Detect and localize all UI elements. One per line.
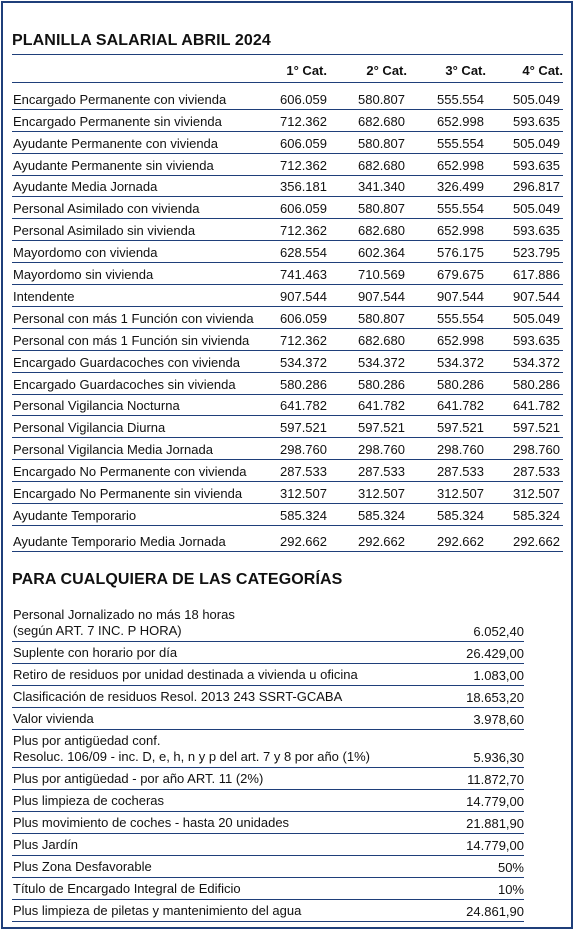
- cell-cat3: 597.521: [437, 420, 484, 436]
- item-value: 24.861,90: [466, 904, 524, 919]
- item-value: 50%: [497, 860, 524, 875]
- cell-cat3: 287.533: [437, 464, 484, 480]
- item-label-line1: Plus Zona Desfavorable: [13, 859, 152, 874]
- cell-cat1: 287.533: [280, 464, 327, 480]
- row-label: Personal con más 1 Función sin vivienda: [13, 332, 250, 348]
- cell-cat2: 682.680: [358, 332, 405, 348]
- cell-cat2: 534.372: [358, 354, 405, 370]
- cell-cat2: 580.286: [358, 376, 405, 392]
- item-value: 18.653,20: [466, 690, 524, 705]
- cell-cat2: 298.760: [358, 442, 405, 458]
- table-row: [12, 482, 563, 504]
- item-label-line1: Plus por antigüedad - por año ART. 11 (2%): [13, 771, 264, 786]
- table-row: [12, 241, 563, 263]
- row-label: Ayudante Permanente sin vivienda: [13, 157, 214, 173]
- cell-cat1: 712.362: [280, 332, 327, 348]
- cell-cat3: 641.782: [437, 398, 484, 414]
- list-item: [12, 790, 524, 812]
- cell-cat4: 312.507: [513, 486, 560, 502]
- cell-cat4: 505.049: [513, 135, 560, 151]
- item-label-line2: (según ART. 7 INC. P HORA): [13, 623, 182, 638]
- cell-cat4: 593.635: [513, 157, 560, 173]
- row-label: Encargado No Permanente con vivienda: [13, 464, 247, 480]
- cell-cat4: 523.795: [513, 245, 560, 261]
- table-row: [12, 460, 563, 482]
- cell-cat2: 585.324: [358, 507, 405, 523]
- cell-cat4: 505.049: [513, 310, 560, 326]
- list-item: [12, 900, 524, 922]
- row-label: Mayordomo sin vivienda: [13, 267, 154, 283]
- table-row: [12, 504, 563, 526]
- cell-cat4: 580.286: [513, 376, 560, 392]
- item-label: [13, 711, 94, 727]
- cell-cat4: 505.049: [513, 91, 560, 107]
- cell-cat4: 907.544: [513, 288, 560, 304]
- cell-cat2: 580.807: [358, 201, 405, 217]
- row-label: Personal Vigilancia Nocturna: [13, 398, 180, 414]
- cell-cat3: 585.324: [437, 507, 484, 523]
- item-label: [13, 881, 241, 897]
- cell-cat1: 741.463: [280, 267, 327, 283]
- row-label: Ayudante Media Jornada: [13, 179, 158, 195]
- item-label: [13, 859, 152, 875]
- cell-cat3: 555.554: [437, 310, 484, 326]
- item-value: 26.429,00: [466, 646, 524, 661]
- cell-cat1: 606.059: [280, 91, 327, 107]
- item-label-line1: Título de Encargado Integral de Edificio: [13, 881, 241, 896]
- cell-cat2: 682.680: [358, 157, 405, 173]
- item-value: 3.978,60: [473, 712, 524, 727]
- section-title: PARA CUALQUIERA DE LAS CATEGORÍAS: [12, 571, 343, 588]
- row-label: Intendente: [13, 288, 75, 304]
- cell-cat3: 312.507: [437, 486, 484, 502]
- table-row: [12, 526, 563, 552]
- table-row: [12, 198, 563, 220]
- cell-cat4: 296.817: [513, 179, 560, 195]
- list-item: [12, 604, 524, 642]
- item-label: [13, 733, 370, 765]
- item-label: [13, 645, 177, 661]
- table-row: [12, 329, 563, 351]
- cell-cat3: 326.499: [437, 179, 484, 195]
- column-header-cat3: 3° Cat.: [445, 63, 486, 78]
- cell-cat4: 593.635: [513, 223, 560, 239]
- item-label-line1: Personal Jornalizado no más 18 horas: [13, 607, 235, 622]
- table-row: [12, 219, 563, 241]
- item-value: 10%: [497, 882, 524, 897]
- cell-cat2: 682.680: [358, 113, 405, 129]
- list-item: [12, 856, 524, 878]
- cell-cat3: 580.286: [437, 376, 484, 392]
- cell-cat4: 287.533: [513, 464, 560, 480]
- header-rule: [12, 82, 563, 83]
- list-item: [12, 730, 524, 768]
- table-row: [12, 176, 563, 198]
- cell-cat3: 298.760: [437, 442, 484, 458]
- cell-cat3: 555.554: [437, 201, 484, 217]
- row-label: Ayudante Permanente con vivienda: [13, 135, 219, 151]
- row-label: Encargado Guardacoches sin vivienda: [13, 376, 236, 392]
- cell-cat2: 580.807: [358, 91, 405, 107]
- item-label: [13, 689, 342, 705]
- item-label-line1: Plus movimiento de coches - hasta 20 unidades: [13, 815, 290, 830]
- list-item: [12, 664, 524, 686]
- cell-cat2: 907.544: [358, 288, 405, 304]
- table-row: [12, 263, 563, 285]
- cell-cat1: 606.059: [280, 201, 327, 217]
- cell-cat2: 597.521: [358, 420, 405, 436]
- table-row: [12, 285, 563, 307]
- row-label: Personal Asimilado sin vivienda: [13, 223, 196, 239]
- cell-cat1: 597.521: [280, 420, 327, 436]
- column-header-cat4: 4° Cat.: [522, 63, 563, 78]
- row-label: Ayudante Temporario Media Jornada: [13, 534, 226, 549]
- item-label-line1: Plus por antigüedad conf.: [13, 733, 161, 748]
- item-label-line1: Suplente con horario por día: [13, 645, 178, 660]
- cell-cat1: 628.554: [280, 245, 327, 261]
- row-label: Personal Vigilancia Media Jornada: [13, 442, 213, 458]
- table-row: [12, 88, 563, 110]
- item-label: [13, 837, 78, 853]
- item-value: 21.881,90: [466, 816, 524, 831]
- cell-cat2: 580.807: [358, 310, 405, 326]
- item-value: 14.779,00: [466, 794, 524, 809]
- list-item: [12, 878, 524, 900]
- cell-cat1: 585.324: [280, 507, 327, 523]
- row-label: Mayordomo con vivienda: [13, 245, 158, 261]
- item-value: 1.083,00: [473, 668, 524, 683]
- item-label: [13, 607, 235, 639]
- table-row: [12, 351, 563, 373]
- table-row: [12, 373, 563, 395]
- cell-cat4: 585.324: [513, 507, 560, 523]
- cell-cat3: 679.675: [437, 267, 484, 283]
- cell-cat3: 555.554: [437, 135, 484, 151]
- row-label: Personal con más 1 Función con vivienda: [13, 310, 254, 326]
- cell-cat2: 292.662: [358, 534, 405, 549]
- item-label-line1: Plus limpieza de cocheras: [13, 793, 165, 808]
- table-row: [12, 307, 563, 329]
- cell-cat3: 652.998: [437, 113, 484, 129]
- table-row: [12, 154, 563, 176]
- list-item: [12, 768, 524, 790]
- row-label: Encargado Guardacoches con vivienda: [13, 354, 240, 370]
- list-item: [12, 834, 524, 856]
- cell-cat3: 292.662: [437, 534, 484, 549]
- cell-cat4: 597.521: [513, 420, 560, 436]
- column-header-cat2: 2° Cat.: [366, 63, 407, 78]
- cell-cat1: 712.362: [280, 113, 327, 129]
- cell-cat4: 298.760: [513, 442, 560, 458]
- list-item: [12, 812, 524, 834]
- cell-cat3: 576.175: [437, 245, 484, 261]
- cell-cat2: 641.782: [358, 398, 405, 414]
- list-item: [12, 708, 524, 730]
- cell-cat3: 652.998: [437, 332, 484, 348]
- item-label-line2: Resoluc. 106/09 - inc. D, e, h, n y p del art. 7 y 8 por año (1%): [13, 749, 370, 764]
- item-label-line1: Clasificación de residuos Resol. 2013 243 SSRT-GCABA: [13, 689, 343, 704]
- cell-cat2: 580.807: [358, 135, 405, 151]
- row-label: Encargado Permanente con vivienda: [13, 91, 227, 107]
- cell-cat3: 907.544: [437, 288, 484, 304]
- cell-cat4: 505.049: [513, 201, 560, 217]
- item-label: [13, 771, 263, 787]
- cell-cat3: 652.998: [437, 223, 484, 239]
- cell-cat3: 555.554: [437, 91, 484, 107]
- row-label: Encargado Permanente sin vivienda: [13, 113, 222, 129]
- item-label-line1: Plus Jardín: [13, 837, 79, 852]
- cell-cat1: 907.544: [280, 288, 327, 304]
- cell-cat2: 682.680: [358, 223, 405, 239]
- column-header-cat1: 1° Cat.: [286, 63, 327, 78]
- cell-cat1: 712.362: [280, 223, 327, 239]
- table-row: [12, 417, 563, 439]
- cell-cat1: 534.372: [280, 354, 327, 370]
- cell-cat1: 580.286: [280, 376, 327, 392]
- item-label: [13, 667, 358, 683]
- item-value: 11.872,70: [467, 772, 524, 787]
- list-item: [12, 686, 524, 708]
- table-row: [12, 110, 563, 132]
- list-item: [12, 642, 524, 664]
- cell-cat1: 641.782: [280, 398, 327, 414]
- row-label: Personal Asimilado con vivienda: [13, 201, 200, 217]
- cell-cat4: 292.662: [513, 534, 560, 549]
- row-label: Encargado No Permanente sin vivienda: [13, 486, 243, 502]
- table-row: [12, 438, 563, 460]
- item-label-line1: Valor vivienda: [13, 711, 94, 726]
- title-rule: [12, 54, 563, 55]
- cell-cat2: 341.340: [358, 179, 405, 195]
- cell-cat1: 312.507: [280, 486, 327, 502]
- item-label: [13, 815, 289, 831]
- cell-cat1: 292.662: [280, 534, 327, 549]
- item-label-line1: Retiro de residuos por unidad destinada a vivienda u oficina: [13, 667, 358, 682]
- cell-cat3: 534.372: [437, 354, 484, 370]
- cell-cat1: 356.181: [280, 179, 327, 195]
- cell-cat3: 652.998: [437, 157, 484, 173]
- cell-cat2: 602.364: [358, 245, 405, 261]
- item-label-line1: Plus limpieza de piletas y mantenimiento del agua: [13, 903, 302, 918]
- cell-cat1: 298.760: [280, 442, 327, 458]
- table-row: [12, 132, 563, 154]
- item-label: [13, 903, 301, 919]
- item-value: 14.779,00: [466, 838, 524, 853]
- cell-cat4: 593.635: [513, 113, 560, 129]
- item-value: 6.052,40: [473, 624, 524, 639]
- cell-cat2: 710.569: [358, 267, 405, 283]
- cell-cat4: 641.782: [513, 398, 560, 414]
- cell-cat1: 606.059: [280, 135, 327, 151]
- cell-cat4: 617.886: [513, 267, 560, 283]
- cell-cat2: 312.507: [358, 486, 405, 502]
- cell-cat1: 712.362: [280, 157, 327, 173]
- item-label: [13, 793, 164, 809]
- cell-cat4: 534.372: [513, 354, 560, 370]
- page-title: PLANILLA SALARIAL ABRIL 2024: [12, 32, 271, 49]
- table-row: [12, 395, 563, 417]
- item-value: 5.936,30: [473, 750, 524, 765]
- row-label: Ayudante Temporario: [13, 507, 137, 523]
- cell-cat2: 287.533: [358, 464, 405, 480]
- row-label: Personal Vigilancia Diurna: [13, 420, 166, 436]
- cell-cat4: 593.635: [513, 332, 560, 348]
- cell-cat1: 606.059: [280, 310, 327, 326]
